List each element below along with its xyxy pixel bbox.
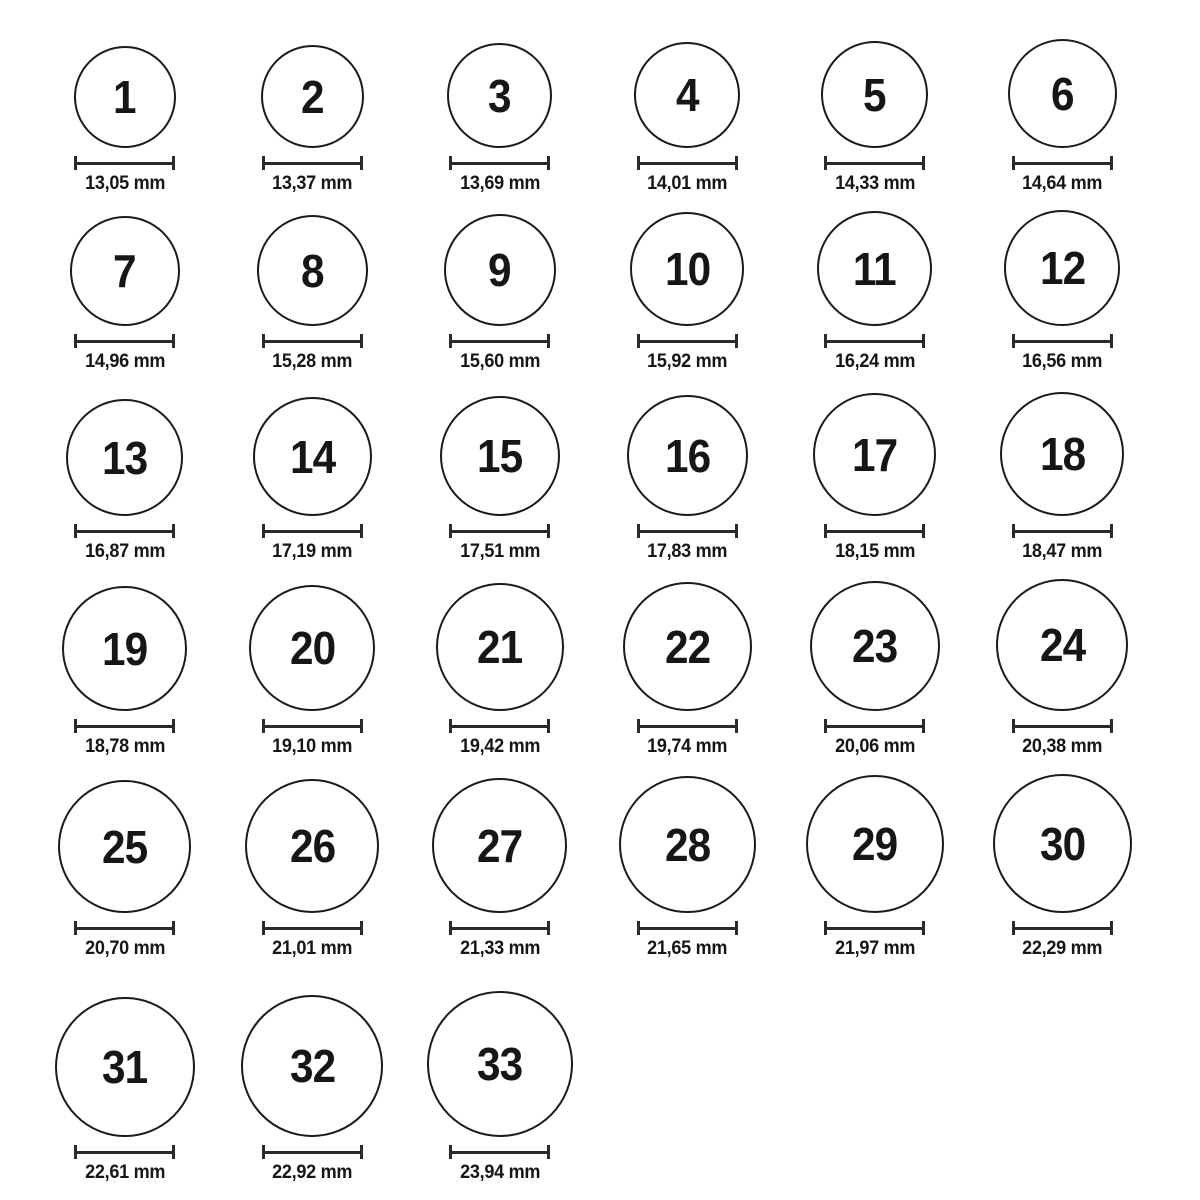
measure-bar (1015, 530, 1110, 533)
diameter-measure-line (824, 524, 925, 538)
diameter-measure-line (74, 719, 175, 733)
ring-size-number: 28 (664, 818, 710, 871)
ring-size-number: 7 (113, 245, 137, 298)
ring-size-number: 21 (477, 621, 523, 674)
diameter-label: 19,74 mm (647, 736, 728, 758)
ring-size-item (219, 198, 407, 376)
diameter-measure-line (637, 524, 738, 538)
measure-bar (265, 530, 360, 533)
measure-tick-right (172, 524, 175, 538)
ring-size-item (406, 198, 594, 376)
ring-size-item (31, 566, 219, 761)
ring-size-circle (996, 579, 1128, 711)
ring-size-number: 3 (488, 69, 512, 122)
diameter-measure-line (1012, 921, 1113, 935)
diameter-label: 18,15 mm (834, 541, 915, 563)
ring-size-circle (634, 42, 740, 148)
measure-bar (452, 162, 547, 165)
diameter-measure-line (262, 921, 363, 935)
ring-size-number: 4 (675, 69, 699, 122)
ring-size-number: 10 (664, 243, 710, 296)
ring-size-circle (245, 779, 379, 913)
diameter-measure-line (449, 156, 550, 170)
measure-bar (265, 162, 360, 165)
diameter-measure-line (637, 921, 738, 935)
measure-bar (452, 1151, 547, 1154)
measure-bar (452, 725, 547, 728)
diameter-label: 16,24 mm (834, 351, 915, 373)
ring-size-item (31, 198, 219, 376)
ring-size-number: 17 (852, 428, 898, 481)
measure-bar (1015, 927, 1110, 930)
ring-size-circle (432, 778, 567, 913)
diameter-measure-line (637, 334, 738, 348)
ring-size-item (781, 566, 969, 761)
ring-size-item (969, 376, 1157, 566)
measure-tick-right (547, 1145, 550, 1159)
measure-bar (77, 340, 172, 343)
diameter-label: 20,70 mm (84, 938, 165, 960)
measure-tick-right (360, 524, 363, 538)
diameter-measure-line (449, 1145, 550, 1159)
measure-bar (452, 340, 547, 343)
diameter-label: 23,94 mm (459, 1162, 540, 1184)
ring-size-number: 32 (289, 1040, 335, 1093)
measure-bar (640, 162, 735, 165)
measure-tick-right (922, 921, 925, 935)
ring-size-number: 20 (289, 622, 335, 675)
diameter-measure-line (74, 334, 175, 348)
measure-tick-right (1110, 334, 1113, 348)
diameter-label: 21,33 mm (459, 938, 540, 960)
diameter-label: 22,92 mm (272, 1162, 353, 1184)
diameter-label: 20,38 mm (1022, 736, 1103, 758)
ring-size-item (406, 963, 594, 1187)
diameter-label: 18,78 mm (84, 736, 165, 758)
ring-size-circle (1000, 392, 1124, 516)
ring-size-circle (249, 585, 375, 711)
diameter-measure-line (824, 156, 925, 170)
ring-size-item (406, 376, 594, 566)
diameter-measure-line (1012, 719, 1113, 733)
ring-size-circle (1008, 39, 1117, 148)
ring-size-number: 9 (488, 244, 512, 297)
diameter-measure-line (74, 921, 175, 935)
ring-size-item (969, 566, 1157, 761)
measure-tick-right (360, 334, 363, 348)
ring-size-number: 23 (852, 620, 898, 673)
ring-size-circle (993, 774, 1132, 913)
measure-tick-right (547, 719, 550, 733)
ring-size-item (969, 6, 1157, 198)
diameter-label: 22,29 mm (1022, 938, 1103, 960)
ring-size-item (406, 6, 594, 198)
ring-size-circle (427, 991, 573, 1137)
diameter-measure-line (824, 719, 925, 733)
ring-size-number: 26 (289, 820, 335, 873)
ring-size-item (781, 376, 969, 566)
diameter-label: 19,42 mm (459, 736, 540, 758)
ring-size-circle (62, 586, 187, 711)
diameter-measure-line (74, 156, 175, 170)
measure-bar (1015, 162, 1110, 165)
diameter-label: 13,69 mm (459, 173, 540, 195)
ring-size-number: 31 (102, 1041, 148, 1094)
diameter-measure-line (449, 921, 550, 935)
measure-tick-right (922, 719, 925, 733)
measure-tick-right (735, 719, 738, 733)
ring-size-circle (444, 214, 556, 326)
ring-size-circle (1004, 210, 1120, 326)
diameter-measure-line (74, 524, 175, 538)
measure-bar (827, 162, 922, 165)
diameter-measure-line (1012, 156, 1113, 170)
measure-bar (265, 927, 360, 930)
ring-size-circle (55, 997, 195, 1137)
measure-bar (77, 162, 172, 165)
ring-size-item (219, 963, 407, 1187)
measure-tick-right (1110, 156, 1113, 170)
diameter-label: 14,01 mm (647, 173, 728, 195)
diameter-measure-line (262, 334, 363, 348)
measure-bar (1015, 725, 1110, 728)
measure-tick-right (172, 921, 175, 935)
diameter-label: 17,51 mm (459, 541, 540, 563)
ring-size-circle (436, 583, 564, 711)
ring-size-item (406, 761, 594, 963)
diameter-label: 18,47 mm (1022, 541, 1103, 563)
diameter-measure-line (262, 156, 363, 170)
diameter-label: 15,92 mm (647, 351, 728, 373)
measure-tick-right (360, 156, 363, 170)
diameter-measure-line (262, 524, 363, 538)
ring-size-number: 25 (102, 820, 148, 873)
diameter-label: 20,06 mm (834, 736, 915, 758)
diameter-label: 16,56 mm (1022, 351, 1103, 373)
ring-size-circle (440, 396, 560, 516)
ring-size-item (219, 761, 407, 963)
measure-bar (640, 725, 735, 728)
diameter-label: 17,83 mm (647, 541, 728, 563)
ring-size-circle (70, 216, 180, 326)
ring-size-number: 27 (477, 819, 523, 872)
measure-tick-right (360, 719, 363, 733)
ring-size-item (31, 761, 219, 963)
diameter-measure-line (262, 719, 363, 733)
diameter-label: 14,96 mm (84, 351, 165, 373)
measure-tick-right (922, 156, 925, 170)
measure-tick-right (1110, 921, 1113, 935)
measure-bar (827, 530, 922, 533)
ring-size-number: 8 (300, 244, 324, 297)
diameter-label: 15,60 mm (459, 351, 540, 373)
measure-bar (827, 340, 922, 343)
diameter-label: 14,64 mm (1022, 173, 1103, 195)
ring-size-circle (261, 45, 364, 148)
measure-bar (1015, 340, 1110, 343)
ring-size-number: 29 (852, 818, 898, 871)
ring-size-circle (623, 582, 752, 711)
ring-size-number: 16 (664, 429, 710, 482)
diameter-label: 14,33 mm (834, 173, 915, 195)
ring-size-item (219, 566, 407, 761)
measure-tick-right (547, 334, 550, 348)
measure-tick-right (172, 1145, 175, 1159)
ring-size-number: 14 (289, 430, 335, 483)
measure-tick-right (360, 1145, 363, 1159)
measure-tick-right (922, 334, 925, 348)
ring-size-number: 33 (477, 1038, 523, 1091)
ring-size-item (969, 198, 1157, 376)
diameter-label: 13,05 mm (84, 173, 165, 195)
measure-bar (265, 725, 360, 728)
ring-size-number: 13 (102, 431, 148, 484)
ring-size-circle (58, 780, 191, 913)
diameter-measure-line (449, 334, 550, 348)
ring-size-item (31, 963, 219, 1187)
diameter-measure-line (74, 1145, 175, 1159)
ring-size-item (969, 761, 1157, 963)
measure-tick-right (735, 921, 738, 935)
ring-size-item (219, 6, 407, 198)
diameter-label: 13,37 mm (272, 173, 353, 195)
ring-size-item (781, 761, 969, 963)
ring-size-circle (74, 46, 176, 148)
ring-size-number: 5 (863, 68, 887, 121)
measure-tick-right (735, 334, 738, 348)
diameter-label: 16,87 mm (84, 541, 165, 563)
ring-size-item (219, 376, 407, 566)
ring-size-item (594, 566, 782, 761)
ring-size-item (406, 566, 594, 761)
ring-size-item (781, 6, 969, 198)
diameter-label: 21,01 mm (272, 938, 353, 960)
ring-size-circle (806, 775, 944, 913)
measure-bar (77, 530, 172, 533)
ring-size-circle (627, 395, 748, 516)
diameter-measure-line (637, 156, 738, 170)
diameter-measure-line (824, 921, 925, 935)
ring-size-number: 2 (300, 70, 324, 123)
measure-tick-right (172, 334, 175, 348)
ring-size-circle (257, 215, 368, 326)
diameter-measure-line (449, 524, 550, 538)
ring-size-number: 6 (1050, 67, 1074, 120)
measure-bar (640, 530, 735, 533)
measure-tick-right (735, 524, 738, 538)
measure-bar (452, 530, 547, 533)
measure-bar (452, 927, 547, 930)
ring-size-item (594, 6, 782, 198)
measure-tick-right (172, 156, 175, 170)
ring-size-item (31, 6, 219, 198)
diameter-label: 22,61 mm (84, 1162, 165, 1184)
measure-bar (827, 927, 922, 930)
ring-size-number: 1 (113, 71, 137, 124)
ring-size-item (594, 198, 782, 376)
ring-size-item (31, 376, 219, 566)
ring-size-item (781, 198, 969, 376)
measure-bar (77, 927, 172, 930)
measure-bar (265, 340, 360, 343)
measure-tick-right (735, 156, 738, 170)
ring-size-number: 12 (1039, 242, 1085, 295)
measure-tick-right (172, 719, 175, 733)
measure-bar (640, 927, 735, 930)
diameter-label: 19,10 mm (272, 736, 353, 758)
ring-size-circle (813, 393, 936, 516)
ring-size-number: 22 (664, 620, 710, 673)
ring-size-circle (253, 397, 372, 516)
measure-tick-right (1110, 719, 1113, 733)
measure-bar (640, 340, 735, 343)
ring-size-circle (630, 212, 744, 326)
measure-tick-right (547, 156, 550, 170)
measure-tick-right (1110, 524, 1113, 538)
ring-size-number: 19 (102, 622, 148, 675)
ring-size-number: 30 (1039, 817, 1085, 870)
ring-size-circle (619, 776, 756, 913)
measure-bar (265, 1151, 360, 1154)
ring-size-circle (241, 995, 383, 1137)
diameter-measure-line (449, 719, 550, 733)
diameter-label: 21,65 mm (647, 938, 728, 960)
ring-size-number: 15 (477, 430, 523, 483)
diameter-measure-line (1012, 334, 1113, 348)
diameter-measure-line (1012, 524, 1113, 538)
diameter-measure-line (637, 719, 738, 733)
ring-size-number: 11 (853, 242, 897, 295)
ring-size-circle (66, 399, 183, 516)
measure-bar (77, 725, 172, 728)
measure-tick-right (547, 921, 550, 935)
measure-tick-right (922, 524, 925, 538)
ring-size-number: 24 (1039, 619, 1085, 672)
diameter-label: 21,97 mm (834, 938, 915, 960)
measure-bar (77, 1151, 172, 1154)
diameter-measure-line (262, 1145, 363, 1159)
diameter-label: 17,19 mm (272, 541, 353, 563)
ring-size-number: 18 (1039, 428, 1085, 481)
ring-size-circle (447, 43, 552, 148)
diameter-measure-line (824, 334, 925, 348)
ring-size-item (594, 761, 782, 963)
ring-size-circle (821, 41, 928, 148)
ring-size-circle (810, 581, 940, 711)
measure-bar (827, 725, 922, 728)
ring-size-item (594, 376, 782, 566)
measure-tick-right (547, 524, 550, 538)
measure-tick-right (360, 921, 363, 935)
ring-size-circle (817, 211, 932, 326)
diameter-label: 15,28 mm (272, 351, 353, 373)
